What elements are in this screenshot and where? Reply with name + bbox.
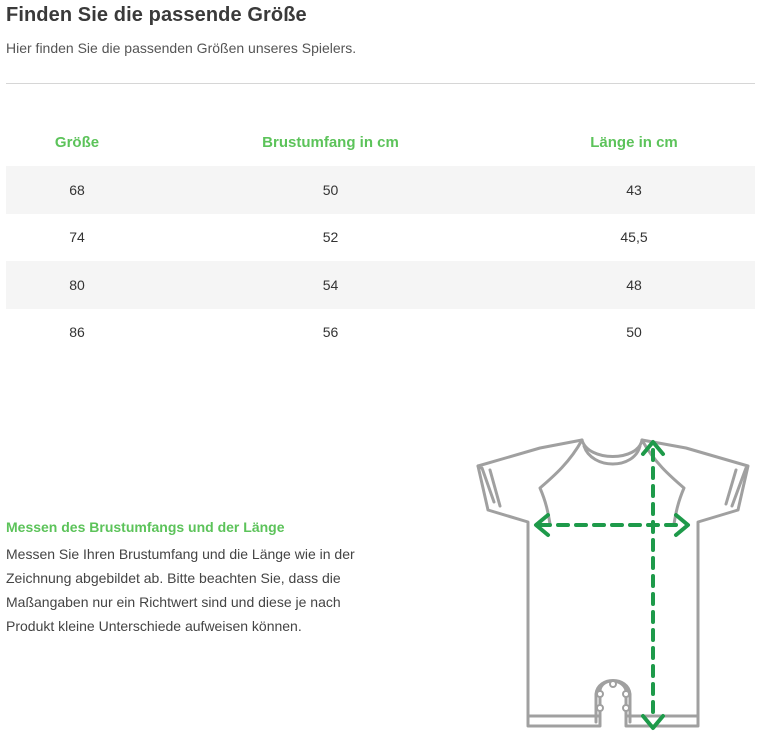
cell-size: 74 — [69, 229, 85, 246]
romper-measurement-icon — [470, 432, 760, 744]
header-divider — [6, 83, 755, 84]
cell-chest: 56 — [322, 324, 339, 341]
size-table — [6, 118, 755, 356]
measure-instructions: Messen Sie Ihren Brustumfang und die Länge wie in der Zeichnung abgebildet ab. Bitte beachten Sie, dass die Maßangaben nur ein Richtwert sind und diese je nach Produkt kleine Unterschiede aufweisen können. — [6, 546, 355, 634]
cell-chest: 54 — [148, 261, 513, 309]
column-header-chest: Brustumfang in cm — [262, 133, 399, 151]
cell-size: 80 — [6, 261, 148, 309]
cell-chest: 50 — [148, 166, 513, 214]
cell-length: 45,5 — [620, 229, 648, 246]
table-row — [6, 309, 755, 357]
measure-heading: Messen des Brustumfangs und der Länge — [6, 519, 285, 535]
cell-length: 43 — [513, 166, 755, 214]
page-title: Finden Sie die passende Größe — [6, 4, 307, 26]
cell-chest: 52 — [322, 229, 339, 246]
table-header-row — [6, 118, 755, 166]
column-header-size: Größe — [54, 133, 100, 151]
cell-size: 68 — [6, 166, 148, 214]
cell-length: 50 — [626, 324, 642, 341]
column-header-length: Länge in cm — [590, 133, 678, 151]
table-row — [6, 261, 755, 309]
cell-size: 86 — [69, 324, 85, 341]
page-subtitle: Hier finden Sie die passenden Größen unseres Spielers. — [6, 40, 357, 56]
table-row — [6, 166, 755, 214]
cell-length: 48 — [513, 261, 755, 309]
table-row — [6, 214, 755, 262]
